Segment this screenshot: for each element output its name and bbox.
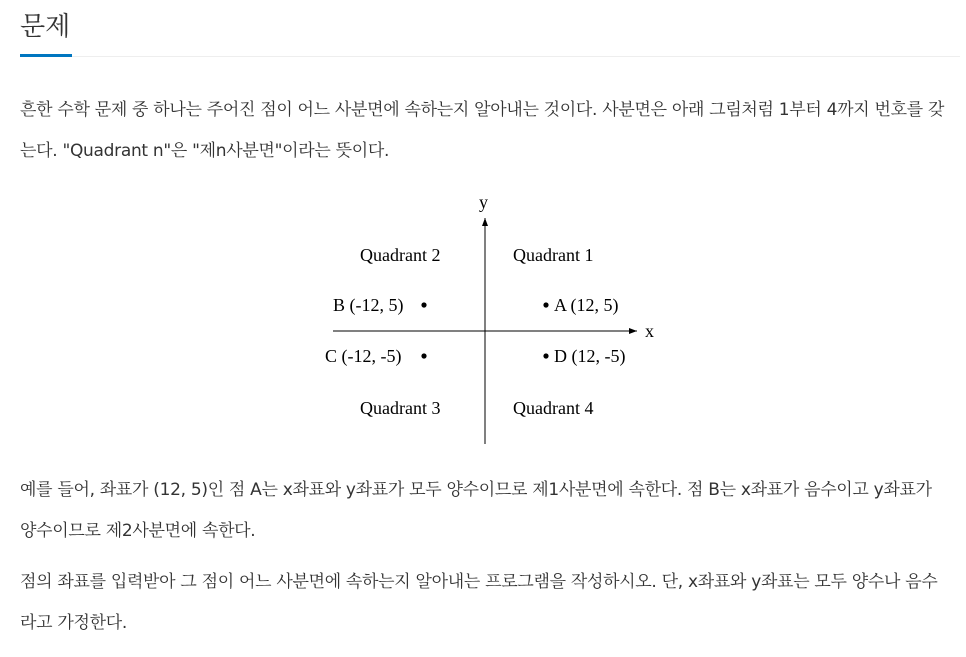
point-c-marker [421,353,426,358]
problem-description-intro: 흔한 수학 문제 중 하나는 주어진 점이 어느 사분면에 속하는지 알아내는 것이다. 사분면은 아래 그림처럼 1부터 4까지 번호를 갖는다. "Quadrant n"은 "제n사분면"이라는 뜻이다. [20,100,945,161]
point-a-label: A (12, 5) [554,295,619,315]
quadrant-diagram-svg [315,188,665,450]
problem-description-task: 점의 좌표를 입력받아 그 점이 어느 사분면에 속하는지 알아내는 프로그램을 작성하시오. 단, x좌표와 y좌표는 모두 양수나 음수라고 가정한다. [20,572,938,633]
problem-header [20,8,960,57]
x-axis-label: x [645,321,654,341]
point-d-label: D (12, -5) [554,346,626,366]
point-a-marker [543,302,548,307]
point-c-label: C (-12, -5) [325,346,402,366]
quadrant-2-label: Quadrant 2 [360,245,441,265]
y-axis-label: y [479,192,488,212]
point-b-label: B (-12, 5) [333,295,404,315]
problem-description-example: 예를 들어, 좌표가 (12, 5)인 점 A는 x좌표와 y좌표가 모두 양수이므로 제1사분면에 속한다. 점 B는 x좌표가 음수이고 y좌표가 양수이므로 제2사분면에 속한다. [20,480,932,541]
quadrant-diagram [315,188,665,450]
quadrant-1-label: Quadrant 1 [513,245,594,265]
quadrant-4-label: Quadrant 4 [513,398,594,418]
quadrant-3-label: Quadrant 3 [360,398,441,418]
section-title: 문제 [20,12,71,42]
title-underline [20,54,72,57]
point-b-marker [421,302,426,307]
point-d-marker [543,353,548,358]
